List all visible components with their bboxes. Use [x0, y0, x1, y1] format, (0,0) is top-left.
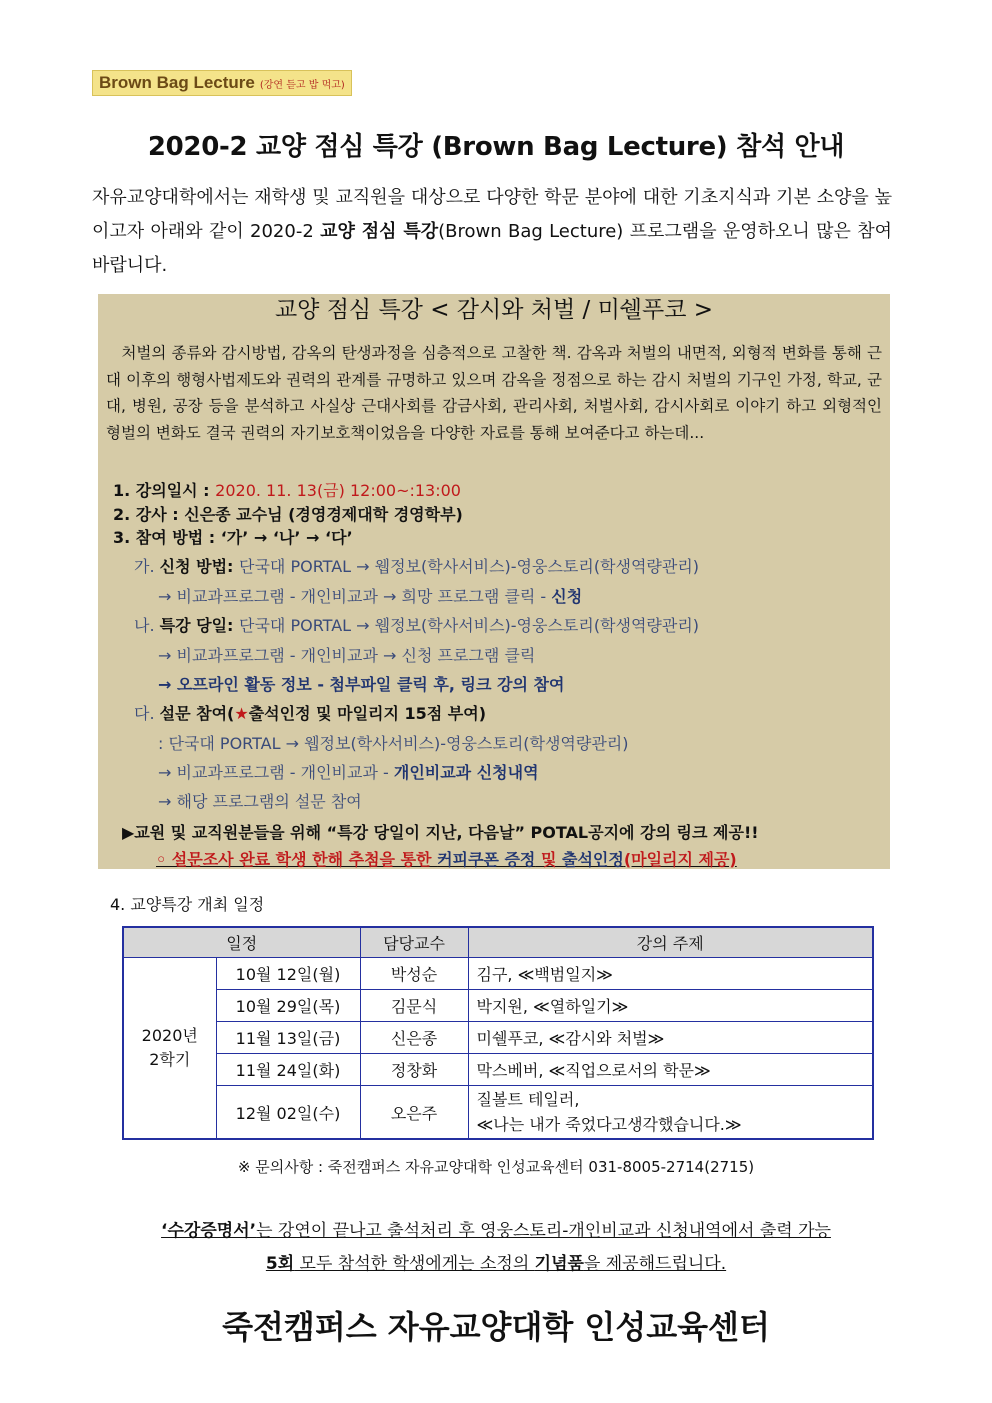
lecture-info-box: [98, 294, 890, 869]
topic-cell: 미쉘푸코, ≪감시와 처벌≫: [468, 1022, 873, 1054]
header-topic: 강의 주제: [468, 927, 873, 958]
intro-bold: 교양 점심 특강: [320, 221, 439, 242]
datetime-label: 1. 강의일시 :: [113, 481, 216, 500]
item-datetime: [113, 478, 461, 501]
step-na-line2: → 비교과프로그램 - 개인비교과 → 신청 프로그램 클릭: [158, 646, 536, 665]
intro-part2: (Brown Bag Lecture) 프로그램을 운영하오니 많은 참여 바랍니다.: [92, 221, 892, 276]
table-row: [123, 958, 873, 990]
header-date: 일정: [123, 927, 360, 958]
na-text: 단국대 PORTAL → 웹정보(학사서비스)-영웅스토리(학생역량관리): [239, 616, 700, 635]
da-line3-text: → 비교과프로그램 - 개인비교과 -: [158, 763, 394, 782]
badge-main-text: Brown Bag Lecture: [99, 73, 255, 92]
ga-prefix: 가.: [134, 557, 160, 576]
gift-text-1: 모두 참석한 학생에게는 소정의: [294, 1254, 535, 1274]
ga-text: 단국대 PORTAL → 웹정보(학사서비스)-영웅스토리(학생역량관리): [239, 557, 700, 576]
date-cell: 11월 24일(화): [216, 1054, 360, 1086]
survey-text-2: 커피쿠폰 증정: [437, 850, 536, 869]
ga-label: 신청 방법:: [159, 557, 240, 576]
da-line3-bold: 개인비교과 신청내역: [393, 763, 539, 782]
datetime-value: 2020. 11. 13(금) 12:00~:13:00: [215, 481, 461, 500]
date-cell: 10월 29일(목): [216, 990, 360, 1022]
table-header-row: [123, 927, 873, 958]
item-lecturer: 2. 강사 : 신은종 교수님 (경영경제대학 경영학부): [113, 505, 463, 524]
semester-cell: 2020년 2학기: [123, 958, 216, 1140]
step-da-line2: : 단국대 PORTAL → 웹정보(학사서비스)-영웅스토리(학생역량관리): [158, 734, 629, 753]
survey-text-5: (마일리지 제공): [623, 850, 737, 869]
professor-cell: 신은종: [360, 1022, 468, 1054]
gift-item: 기념품: [534, 1254, 584, 1274]
gift-count: 5회: [265, 1254, 295, 1274]
certificate-label: ‘수강증명서’: [161, 1221, 257, 1241]
da-label-1: 설문 참여(: [159, 704, 235, 723]
step-da: [134, 701, 486, 724]
professor-cell: 정창화: [360, 1054, 468, 1086]
schedule-table: [122, 926, 874, 1140]
table-row: [123, 1022, 873, 1054]
step-ga: [134, 554, 699, 577]
book-description: [106, 340, 882, 446]
survey-text-3: 및: [535, 850, 562, 869]
contact-info: ※ 문의사항 : 죽전캠퍼스 자유교양대학 인성교육센터 031-8005-2714(2715): [237, 1158, 755, 1176]
survey-text-1: ◦ 설문조사 완료 학생 한해 추첨을 통한: [156, 850, 438, 869]
ga-line2-bold: 신청: [551, 587, 583, 606]
description-text: 처벌의 종류와 감시방법, 감옥의 탄생과정을 심층적으로 고찰한 책. 감옥과 처벌의 내면적, 외형적 변화를 통해 근대 이후의 행형사법제도와 권력의 관계를 규명하고 있으며 감옥을 정점으로 하는 감시 처벌의 기구인 가정, 학교, 군대, 병원, 공장 등을 분석하고 사실상 근대사회를 감금사회, 관리사회, 처벌사회, 감시사회로 이야기 하고 외형적인 형벌의 변화도 결국 권력의 자기보호책이었음을 다양한 자료를 통해 보여준다고 하는데...: [106, 344, 882, 442]
step-ga-line2: [158, 584, 582, 607]
table-row: [123, 1086, 873, 1140]
na-label: 특강 당일:: [159, 616, 240, 635]
da-label-2: 출석인정 및 마일리지 15점 부여): [248, 704, 487, 723]
intro-paragraph: [92, 181, 892, 283]
survey-notice: [156, 847, 737, 870]
intro-part1: 자유교양대학에서는 재학생 및 교직원을 대상으로 다양한 학문 분야에 대한 기초지식과 기본 소양을 높이고자 아래와 같이 2020-2: [92, 187, 892, 242]
table-row: [123, 990, 873, 1022]
certificate-text: 는 강연이 끝나고 출석처리 후 영웅스토리-개인비교과 신청내역에서 출력 가능: [256, 1221, 831, 1241]
da-prefix: 다.: [134, 704, 160, 723]
step-da-line4: → 해당 프로그램의 설문 참여: [158, 792, 362, 811]
topic-line-1: 질볼트 테일러,: [476, 1090, 580, 1109]
topic-cell: 박지원, ≪열하일기≫: [468, 990, 873, 1022]
certificate-note: [0, 1216, 992, 1241]
page-title: 2020-2 교양 점심 특강 (Brown Bag Lecture) 참석 안내: [147, 132, 845, 162]
footer-org-name: 죽전캠퍼스 자유교양대학 인성교육센터: [222, 1308, 770, 1346]
step-da-line3: [158, 760, 539, 783]
date-cell: 10월 12일(월): [216, 958, 360, 990]
professor-cell: 오은주: [360, 1086, 468, 1140]
professor-cell: 김문식: [360, 990, 468, 1022]
ga-line2-text: → 비교과프로그램 - 개인비교과 → 희망 프로그램 클릭 -: [158, 587, 552, 606]
da-star-icon: ★: [234, 704, 249, 723]
item-method: 3. 참여 방법 : ‘가’ → ‘나’ → ‘다’: [113, 528, 353, 547]
date-cell: 12월 02일(수): [216, 1086, 360, 1140]
topic-cell: 김구, ≪백범일지≫: [468, 958, 873, 990]
brown-bag-badge: [92, 70, 352, 96]
na-prefix: 나.: [134, 616, 160, 635]
box-title: 교양 점심 특강 < 감시와 처벌 / 미쉘푸코 >: [274, 297, 714, 323]
topic-line-2: ≪나는 내가 죽었다고생각했습니다.≫: [476, 1115, 742, 1134]
badge-sub-text: (강연 듣고 밥 먹고): [259, 79, 345, 91]
topic-cell: [468, 1086, 873, 1140]
professor-cell: 박성순: [360, 958, 468, 990]
step-na: [134, 613, 699, 636]
step-na-line3: → 오프라인 활동 정보 - 첨부파일 클릭 후, 링크 강의 참여: [158, 675, 565, 694]
topic-cell: 막스베버, ≪직업으로서의 학문≫: [468, 1054, 873, 1086]
table-row: [123, 1054, 873, 1086]
gift-text-2: 을 제공해드립니다.: [583, 1254, 727, 1274]
schedule-title: 4. 교양특강 개최 일정: [110, 895, 265, 914]
header-professor: 담당교수: [360, 927, 468, 958]
date-cell: 11월 13일(금): [216, 1022, 360, 1054]
gift-note: [0, 1249, 992, 1274]
survey-text-4: 출석인정: [561, 850, 624, 869]
faculty-notice: ▶교원 및 교직원분들을 위해 “특강 당일이 지난, 다음날” POTAL공지에 강의 링크 제공!!: [122, 823, 759, 842]
